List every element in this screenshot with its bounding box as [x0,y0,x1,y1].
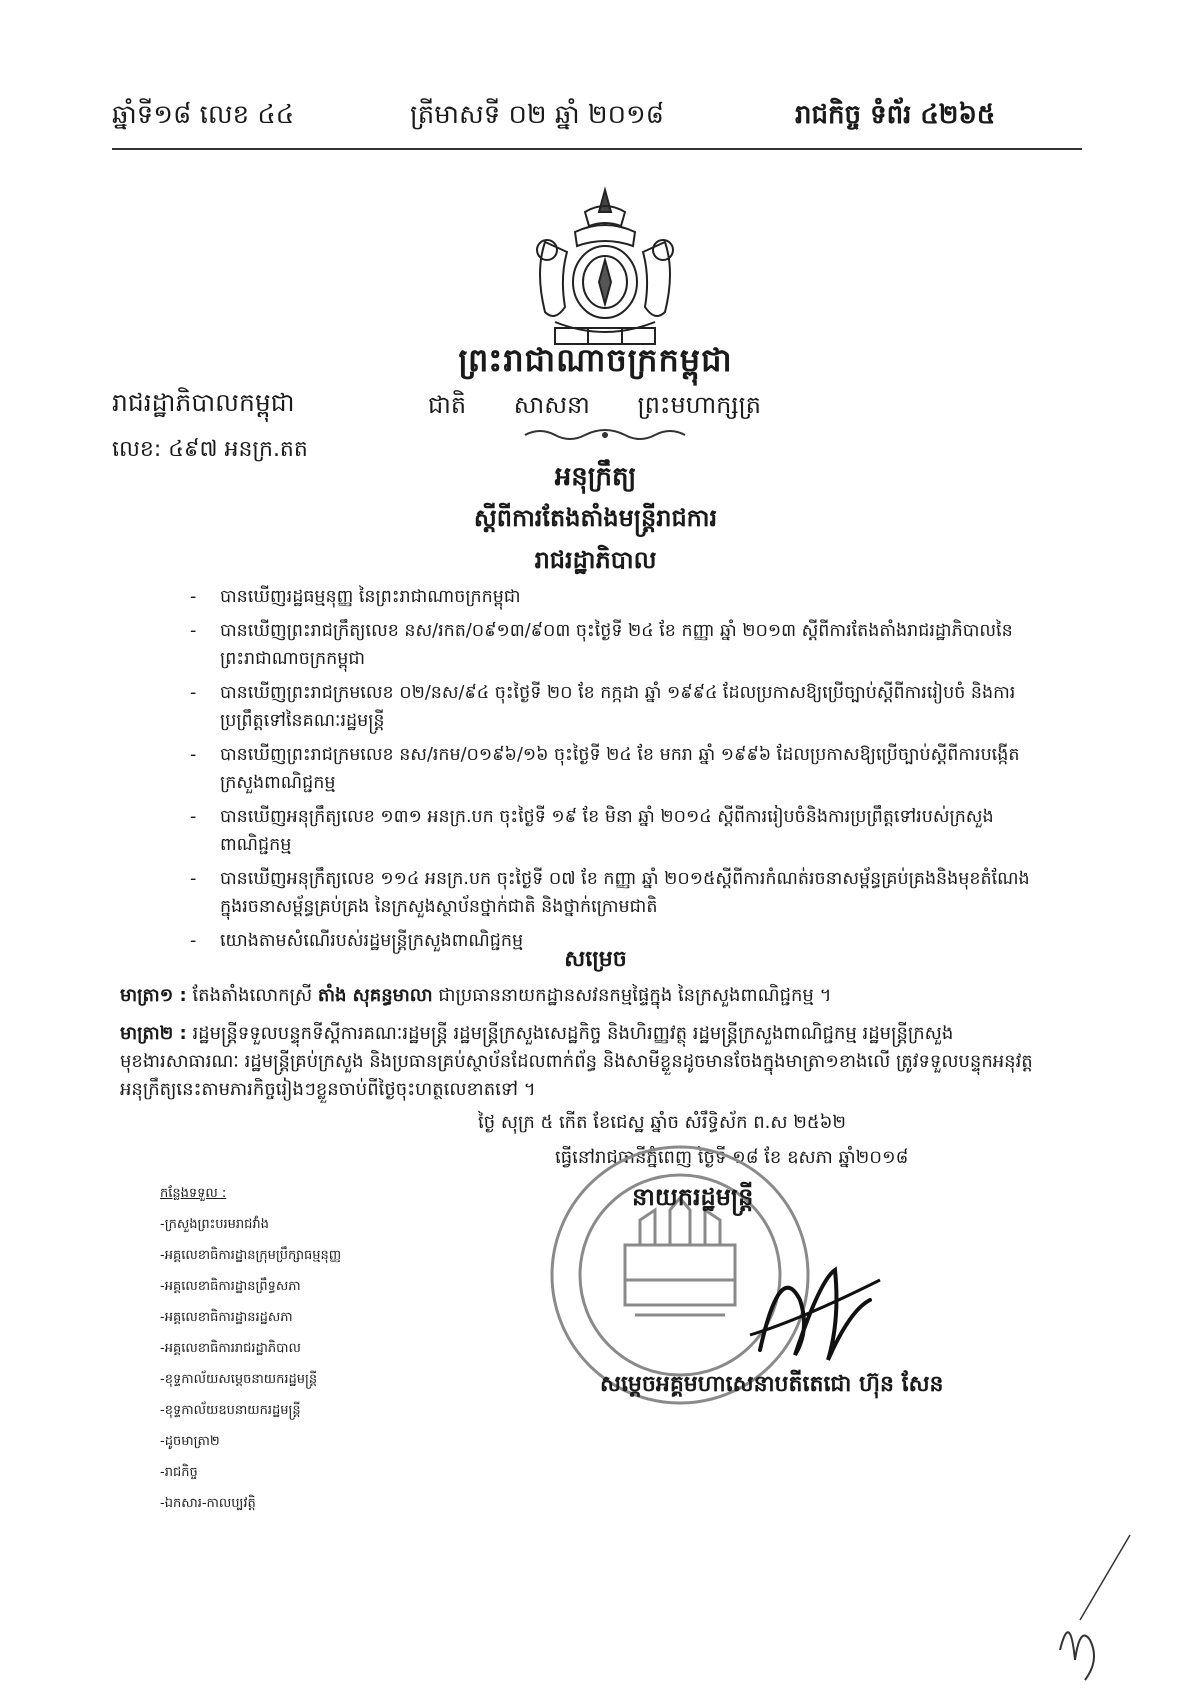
reference-number: លេខ: ៤៩៧ អនក្រ.តត [112,437,308,462]
recipients-title: កន្លែងទទួល : [160,1186,227,1201]
article-2 [120,1020,1040,1104]
recipient-item: -ខុទ្ទកាល័យឧបនាយករដ្ឋមន្ត្រី [160,1403,301,1418]
article-1 [120,982,1040,1010]
article-1-label: មាត្រា១ : [120,985,187,1006]
signature-icon [740,1240,890,1370]
header-issue-number: ឆ្នាំទី១៨ លេខ ៤៤ [112,100,295,130]
recital-item: - បានឃើញរដ្ឋធម្មនុញ្ញ នៃព្រះរាជាណាចក្រកម្ពុជា [190,583,1030,611]
national-motto [428,390,801,425]
article-2-label: មាត្រា២ : [120,1023,187,1044]
recipient-item: -អគ្គលេខាធិការដ្ឋានរដ្ឋសភា [160,1310,293,1325]
recipient-item: -ខុទ្ទកាល័យសម្ដេចនាយករដ្ឋមន្ត្រី [160,1372,318,1387]
initials-icon [1020,1530,1140,1690]
recipient-item: -អគ្គលេខាធិការរាជរដ្ឋាភិបាល [160,1341,301,1356]
decree-subject: ស្ដីពីការតែងតាំងមន្ត្រីរាជការ [473,504,718,532]
issuer: រាជរដ្ឋាភិបាលកម្ពុជា [112,388,295,417]
government-heading: រាជរដ្ឋាភិបាល [534,546,657,574]
kingdom-title: ព្រះរាជាណាចក្រកម្ពុជា [458,341,733,379]
place-and-date: ធ្វើនៅរាជធានីភ្នំពេញ ថ្ងៃទី ១៨ ខែ ឧសភា ឆ្នាំ២០១៨ [555,1147,909,1168]
recital-item: - យោងតាមសំណើរបស់រដ្ឋមន្ត្រីក្រសួងពាណិជ្ជកម្ម [190,927,1030,955]
recitals-list [190,583,1030,961]
header-rule [112,148,1082,150]
motto-word-nation: ជាតិ [428,391,467,419]
recital-item: - បានឃើញព្រះរាជក្រឹត្យលេខ នស/រកត/០៩១៣/៩០៣ ចុះថ្ងៃទី ២៤ ខែ កញ្ញា ឆ្នាំ ២០១៣ ស្ដីពីការតែងតាំងរាជរដ្ឋាភិបាលនៃព្រះរាជាណាចក្រកម្ពុជា [190,617,1030,673]
motto-word-religion: សាសនា [513,391,590,419]
recipient-item: -អគ្គលេខាធិការដ្ឋានព្រឹទ្ធសភា [160,1279,301,1294]
ornament-divider-icon [520,425,690,445]
signer-name: សម្ដេចអគ្គមហាសេនាបតីតេជោ ហ៊ុន សែន [600,1372,944,1397]
recital-item: - បានឃើញអនុក្រឹត្យលេខ ១៣១ អនក្រ.បក ចុះថ្ងៃទី ១៩ ខែ មិនា ឆ្នាំ ២០១៤ ស្ដីពីការរៀបចំនិងការប្រព្រឹត្តទៅរបស់ក្រសួងពាណិជ្ជកម្ម [190,803,1030,859]
header-quarter: ត្រីមាសទី ០២ ឆ្នាំ ២០១៨ [410,100,665,130]
recital-item: - បានឃើញព្រះរាជក្រមលេខ នស/រកម/០១៩៦/១៦ ចុះថ្ងៃទី ២៤ ខែ មករា ឆ្នាំ ១៩៩៦ ដែលប្រកាសឱ្យប្រើច្បាប់ស្ដីពីការបង្កើតក្រសួងពាណិជ្ជកម្ម [190,741,1030,797]
recipient-item: -អគ្គលេខាធិការដ្ឋានក្រុមប្រឹក្សាធម្មនុញ្ញ [160,1248,342,1263]
article-1-text-before: តែងតាំងលោកស្រី [192,985,313,1006]
article-1-text-after: ជាប្រធាននាយកដ្ឋានសវនកម្មផ្ទៃក្នុង នៃក្រសួងពាណិជ្ជកម្ម ។ [438,985,832,1006]
recipient-item: -ក្រសួងព្រះបរមរាជវាំង [160,1217,269,1232]
recipient-item: -ឯកសារ-កាលប្បវត្តិ [160,1496,256,1511]
decree-title: អនុក្រឹត្យ [554,462,637,492]
recipient-item: -ដូចមាត្រា២ [160,1434,220,1449]
motto-word-king: ព្រះមហាក្សត្រ [637,391,761,419]
appointee-name: តាំង សុគន្ធមាលា [317,985,433,1006]
recipient-item: -រាជកិច្ច [160,1465,198,1480]
lunar-date: ថ្ងៃ សុក្រ ៥ កើត ខែជេស្ឋ ឆ្នាំច សំរឹទ្ធិស័ក ព.ស ២៥៦២ [478,1112,846,1133]
prime-minister-title: នាយករដ្ឋមន្ត្រី [632,1183,754,1211]
decision-heading: សម្រេច [564,947,627,972]
royal-emblem-icon [515,182,695,354]
header-page-number: រាជកិច្ច ទំព័រ ៤២៦៥ [795,100,996,130]
recipients-list [160,1178,341,1519]
recital-item: - បានឃើញអនុក្រឹត្យលេខ ១១៤ អនក្រ.បក ចុះថ្ងៃទី ០៧ ខែ កញ្ញា ឆ្នាំ ២០១៥ស្ដីពីការកំណត់រចនាសម្ព័ន្ធគ្រប់គ្រងនិងមុខតំណែងក្នុងរចនាសម្ព័ន្ធគ្រប់គ្រង នៃក្រសួងស្ថាប័នថ្នាក់ជាតិ និងថ្នាក់ក្រោមជាតិ [190,865,1030,921]
article-2-text: រដ្ឋមន្ត្រីទទួលបន្ទុកទីស្ដីការគណៈរដ្ឋមន្ត្រី រដ្ឋមន្ត្រីក្រសួងសេដ្ឋកិច្ច និងហិរញ្ញវត្ថុ រដ្ឋមន្ត្រីក្រសួងពាណិជ្ជកម្ម រដ្ឋមន្ត្រីក្រសួងមុខងារសាធារណៈ រដ្ឋមន្ត្រីគ្រប់ក្រសួង និងប្រធានគ្រប់ស្ថាប័នដែលពាក់ព័ន្ធ និងសាមីខ្លួនដូចមានចែងក្នុងមាត្រា១ខាងលើ ត្រូវទទួលបន្ទុកអនុវត្តអនុក្រឹត្យនេះតាមភារកិច្ចរៀងៗខ្លួនចាប់ពីថ្ងៃចុះហត្ថលេខាតទៅ ។ [120,1023,1033,1100]
recital-item: - បានឃើញព្រះរាជក្រមលេខ ០២/នស/៩៤ ចុះថ្ងៃទី ២០ ខែ កក្កដា ឆ្នាំ ១៩៩៤ ដែលប្រកាសឱ្យប្រើច្បាប់ស្ដីពីការរៀបចំ និងការប្រព្រឹត្តទៅនៃគណៈរដ្ឋមន្ត្រី [190,679,1030,735]
